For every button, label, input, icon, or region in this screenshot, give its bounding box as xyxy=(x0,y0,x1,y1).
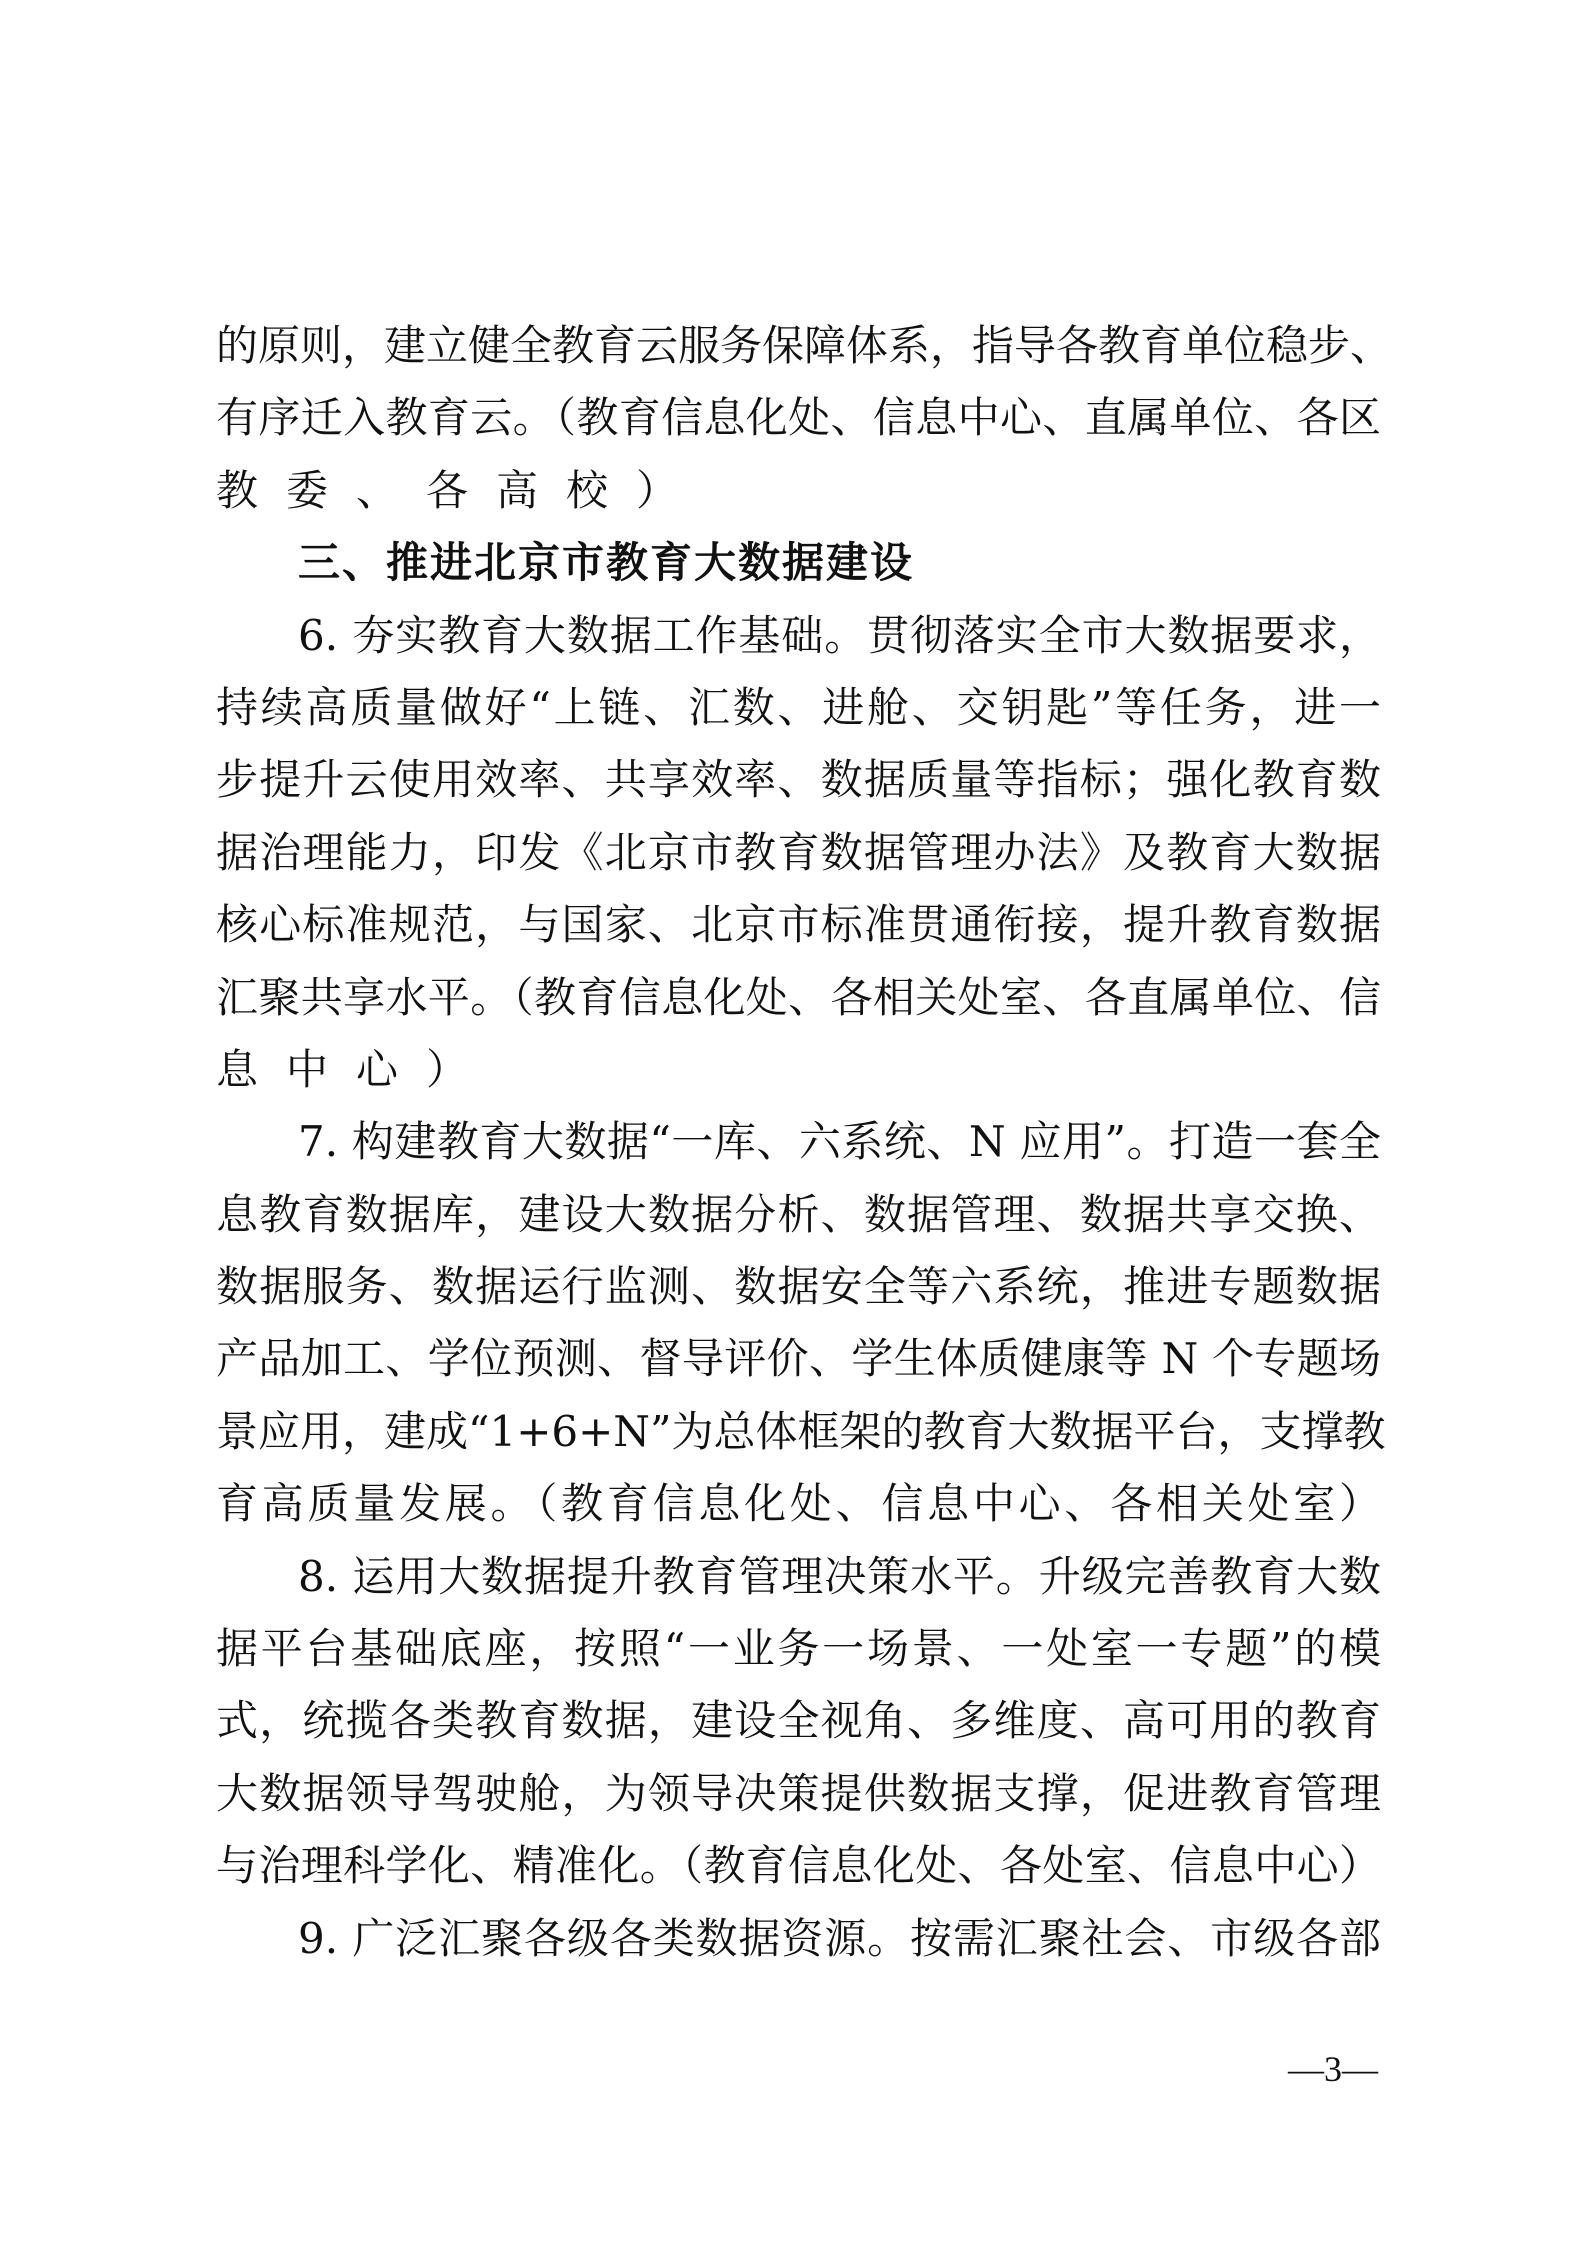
text-line: 式，统揽各类教育数据，建设全视角、多维度、高可用的教育 xyxy=(216,1696,1381,1746)
text-line: 步提升云使用效率、共享效率、数据质量等指标；强化教育数 xyxy=(216,755,1381,805)
text-line: 8. 运用大数据提升教育管理决策水平。升级完善教育大数 xyxy=(298,1551,1381,1601)
text-line: 大数据领导驾驶舱，为领导决策提供数据支撑，促进教育管理 xyxy=(216,1768,1381,1818)
text-line: 教委、各高校） xyxy=(216,465,707,515)
text-line: 7. 构建教育大数据“一库、六系统、N 应用”。打造一套全 xyxy=(298,1117,1381,1167)
text-line: 的原则，建立健全教育云服务保障体系，指导各教育单位稳步、 xyxy=(216,321,1393,370)
text-line: 景应用，建成“1+6+N”为总体框架的教育大数据平台，支撑教 xyxy=(216,1406,1386,1456)
text-line: 息教育数据库，建设大数据分析、数据管理、数据共享交换、 xyxy=(216,1189,1381,1239)
text-line: 数据服务、数据运行监测、数据安全等六系统，推进专题数据 xyxy=(216,1262,1381,1312)
text-line: 核心标准规范，与国家、北京市标准贯通衔接，提升教育数据 xyxy=(216,900,1381,950)
text-line: 9. 广泛汇聚各级各类数据资源。按需汇聚社会、市级各部 xyxy=(298,1913,1381,1963)
text-line: 育高质量发展。（教育信息化处、信息中心、各相关处室） xyxy=(216,1479,1381,1529)
text-line: 6. 夯实教育大数据工作基础。贯彻落实全市大数据要求， xyxy=(298,610,1381,660)
text-line: 据治理能力，印发《北京市教育数据管理办法》及教育大数据 xyxy=(216,827,1381,877)
document-body xyxy=(216,310,1393,1975)
text-line: 持续高质量做好“上链、汇数、进舱、交钥匙”等任务，进一 xyxy=(216,682,1381,732)
text-line: 据平台基础底座，按照“一业务一场景、一处室一专题”的模 xyxy=(216,1624,1381,1674)
text-line: 汇聚共享水平。（教育信息化处、各相关处室、各直属单位、信 xyxy=(216,972,1381,1022)
page-number: —3— xyxy=(1288,2049,1378,2089)
text-line: 有序迁入教育云。（教育信息化处、信息中心、直属单位、各区 xyxy=(216,393,1381,443)
section-heading: 三、推进北京市教育大数据建设 xyxy=(298,538,915,588)
text-line: 息中心） xyxy=(216,1044,497,1094)
text-line: 与治理科学化、精准化。（教育信息化处、各处室、信息中心） xyxy=(216,1841,1381,1891)
text-line: 产品加工、学位预测、督导评价、学生体质健康等 N 个专题场 xyxy=(216,1334,1381,1384)
